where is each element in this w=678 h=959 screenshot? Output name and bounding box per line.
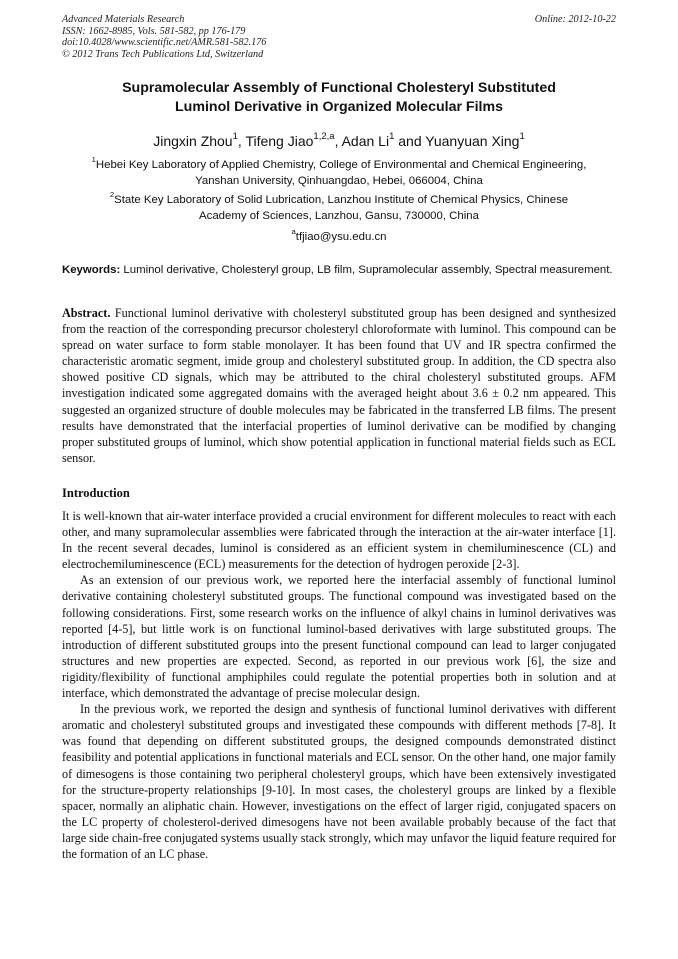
author-affiliation-mark: 1 bbox=[232, 131, 238, 143]
author-name: Jingxin Zhou bbox=[153, 133, 233, 149]
journal-header bbox=[62, 14, 616, 60]
affiliation-2 bbox=[62, 192, 616, 224]
corresponding-email bbox=[62, 229, 616, 245]
author-name: Yuanyuan Xing bbox=[425, 133, 520, 149]
paragraph: In the previous work, we reported the design and synthesis of functional luminol derivatives with different aromatic and cholesteryl substituted groups and investigated these compounds with different methods [7-8]. It was found that depending on different substituted groups, the designed compounds demonstrated distinct feasibility and potential applications in functional materials and ECL sensor. On the other hand, one major family of dimesogens is those containing two peripheral cholesteryl groups, which have been extensively investigated for the structure-property relationships [9-10]. In most cases, the cholesteryl groups are linked by a flexible spacer, normally an aliphatic chain. However, investigations on the effect of larger rigid, conjugated spacers on the LC property of cholesterol-derived dimesogens have not been available probably because of the fact that large side chain-free conjugated systems usually stack strongly, which may unfavor the liquid feature required for the formation of an LC phase. bbox=[62, 702, 617, 861]
abstract-text: Functional luminol derivative with cholesteryl substituted group has been designed and synthesized from the reaction of the corresponding precursor cholesteryl chloroformate with luminol. This compound can be spread on water surface to form stable monolayer. It has been found that UV and IR spectra confirmed the characteristic aromatic segment, imide group and cholesteryl substituted group. In addition, the CD spectra also showed positive CD signals, which may be attributed to the chiral cholesteryl substituted groups. AFM investigation indicated some aggregated domains with the averaged height about 3.6 ± 0.2 nm appeared. This suggested an organized structure of double molecules may be fabricated in the transferred LB films. The present results have demonstrated that the interfacial properties of luminol derivative can be modified by changing proper substituted groups of luminol, which show potential application in functional material fields such as ECL sensor. bbox=[62, 306, 616, 465]
section-heading-introduction: Introduction bbox=[62, 486, 130, 500]
email-address: tfjiao@ysu.edu.cn bbox=[295, 231, 387, 243]
author-list: Jingxin Zhou$^1$, Tifeng Jiao$^{1,2,a}$, Adan Li$^1$ and Yuanyuan Xing$^1$ bbox=[153, 131, 525, 149]
affiliation-text: Yanshan University, Qinhuangdao, Hebei, 066004, China bbox=[195, 175, 483, 187]
doi-line: doi:10.4028/www.scientific.net/AMR.581-582.176 bbox=[62, 37, 267, 49]
paragraph: It is well-known that air-water interface provided a crucial environment for different molecules to react with each other, and many supramolecular assemblies were fabricated through the interaction at the air-water interface [1]. In the recent several decades, luminol is considered as an efficient system in chemiluminescence (CL) and electrochemiluminescence (ECL) measurements for the detection of hydrogen peroxide [2-3]. bbox=[62, 509, 616, 572]
affiliation-mark: 2 bbox=[109, 190, 115, 200]
keywords-text: Luminol derivative, Cholesteryl group, LB film, Supramolecular assembly, Spectral measurement. bbox=[123, 264, 613, 276]
author-affiliation-mark: 1 bbox=[389, 131, 395, 143]
introduction-body bbox=[62, 508, 616, 862]
affiliation-text: State Key Laboratory of Solid Lubrication, Lanzhou Institute of Chemical Physics, Chinese bbox=[114, 194, 569, 206]
paper-title bbox=[62, 79, 616, 117]
paragraph: As an extension of our previous work, we reported here the interfacial assembly of functional luminol derivative containing cholesteryl substituted groups. The functional compound was investigated based on the following considerations. First, some research works on the influence of alkyl chains in luminol derivatives was reported [4-5], but little work is on functional luminol-based derivatives with large substituted groups. The introduction of different substituted groups into the present functional compound can lead to larger conjugated structures and new properties are expected. Second, as reported in our previous work [6], the size and rigidity/flexibility of functional amphiphiles could regulate the potential properties both in solution and at interface, which demonstrated the advantage of precise molecular design. bbox=[62, 573, 616, 701]
author-name: Adan Li bbox=[341, 133, 390, 149]
keywords-label: Keywords: bbox=[62, 264, 121, 276]
journal-name: Advanced Materials Research bbox=[62, 14, 185, 25]
author-conjunction: and bbox=[398, 133, 422, 149]
affiliation-text: Hebei Key Laboratory of Applied Chemistry, College of Environmental and Chemical Engineering, bbox=[95, 159, 587, 171]
abstract-block bbox=[62, 305, 616, 466]
keywords-block bbox=[62, 263, 616, 279]
issn-line: ISSN: 1662-8985, Vols. 581-582, pp 176-179 bbox=[62, 25, 246, 37]
online-date: Online: 2012-10-22 bbox=[534, 14, 616, 25]
copyright-line: © 2012 Trans Tech Publications Ltd, Switzerland bbox=[62, 48, 264, 60]
abstract-label: Abstract. bbox=[62, 306, 111, 320]
affiliation-1 bbox=[62, 157, 616, 189]
author-affiliation-mark: 1 bbox=[519, 131, 525, 143]
author-affiliation-mark: 1,2,a bbox=[313, 131, 335, 143]
title-line-1: Supramolecular Assembly of Functional Cholesteryl Substituted bbox=[122, 80, 556, 96]
affiliation-mark: 1 bbox=[91, 155, 96, 165]
email-mark: a bbox=[291, 227, 296, 237]
title-line-2: Luminol Derivative in Organized Molecular Films bbox=[175, 99, 503, 115]
affiliation-text: Academy of Sciences, Lanzhou, Gansu, 730000, China bbox=[199, 210, 479, 222]
author-name: Tifeng Jiao bbox=[245, 133, 314, 149]
